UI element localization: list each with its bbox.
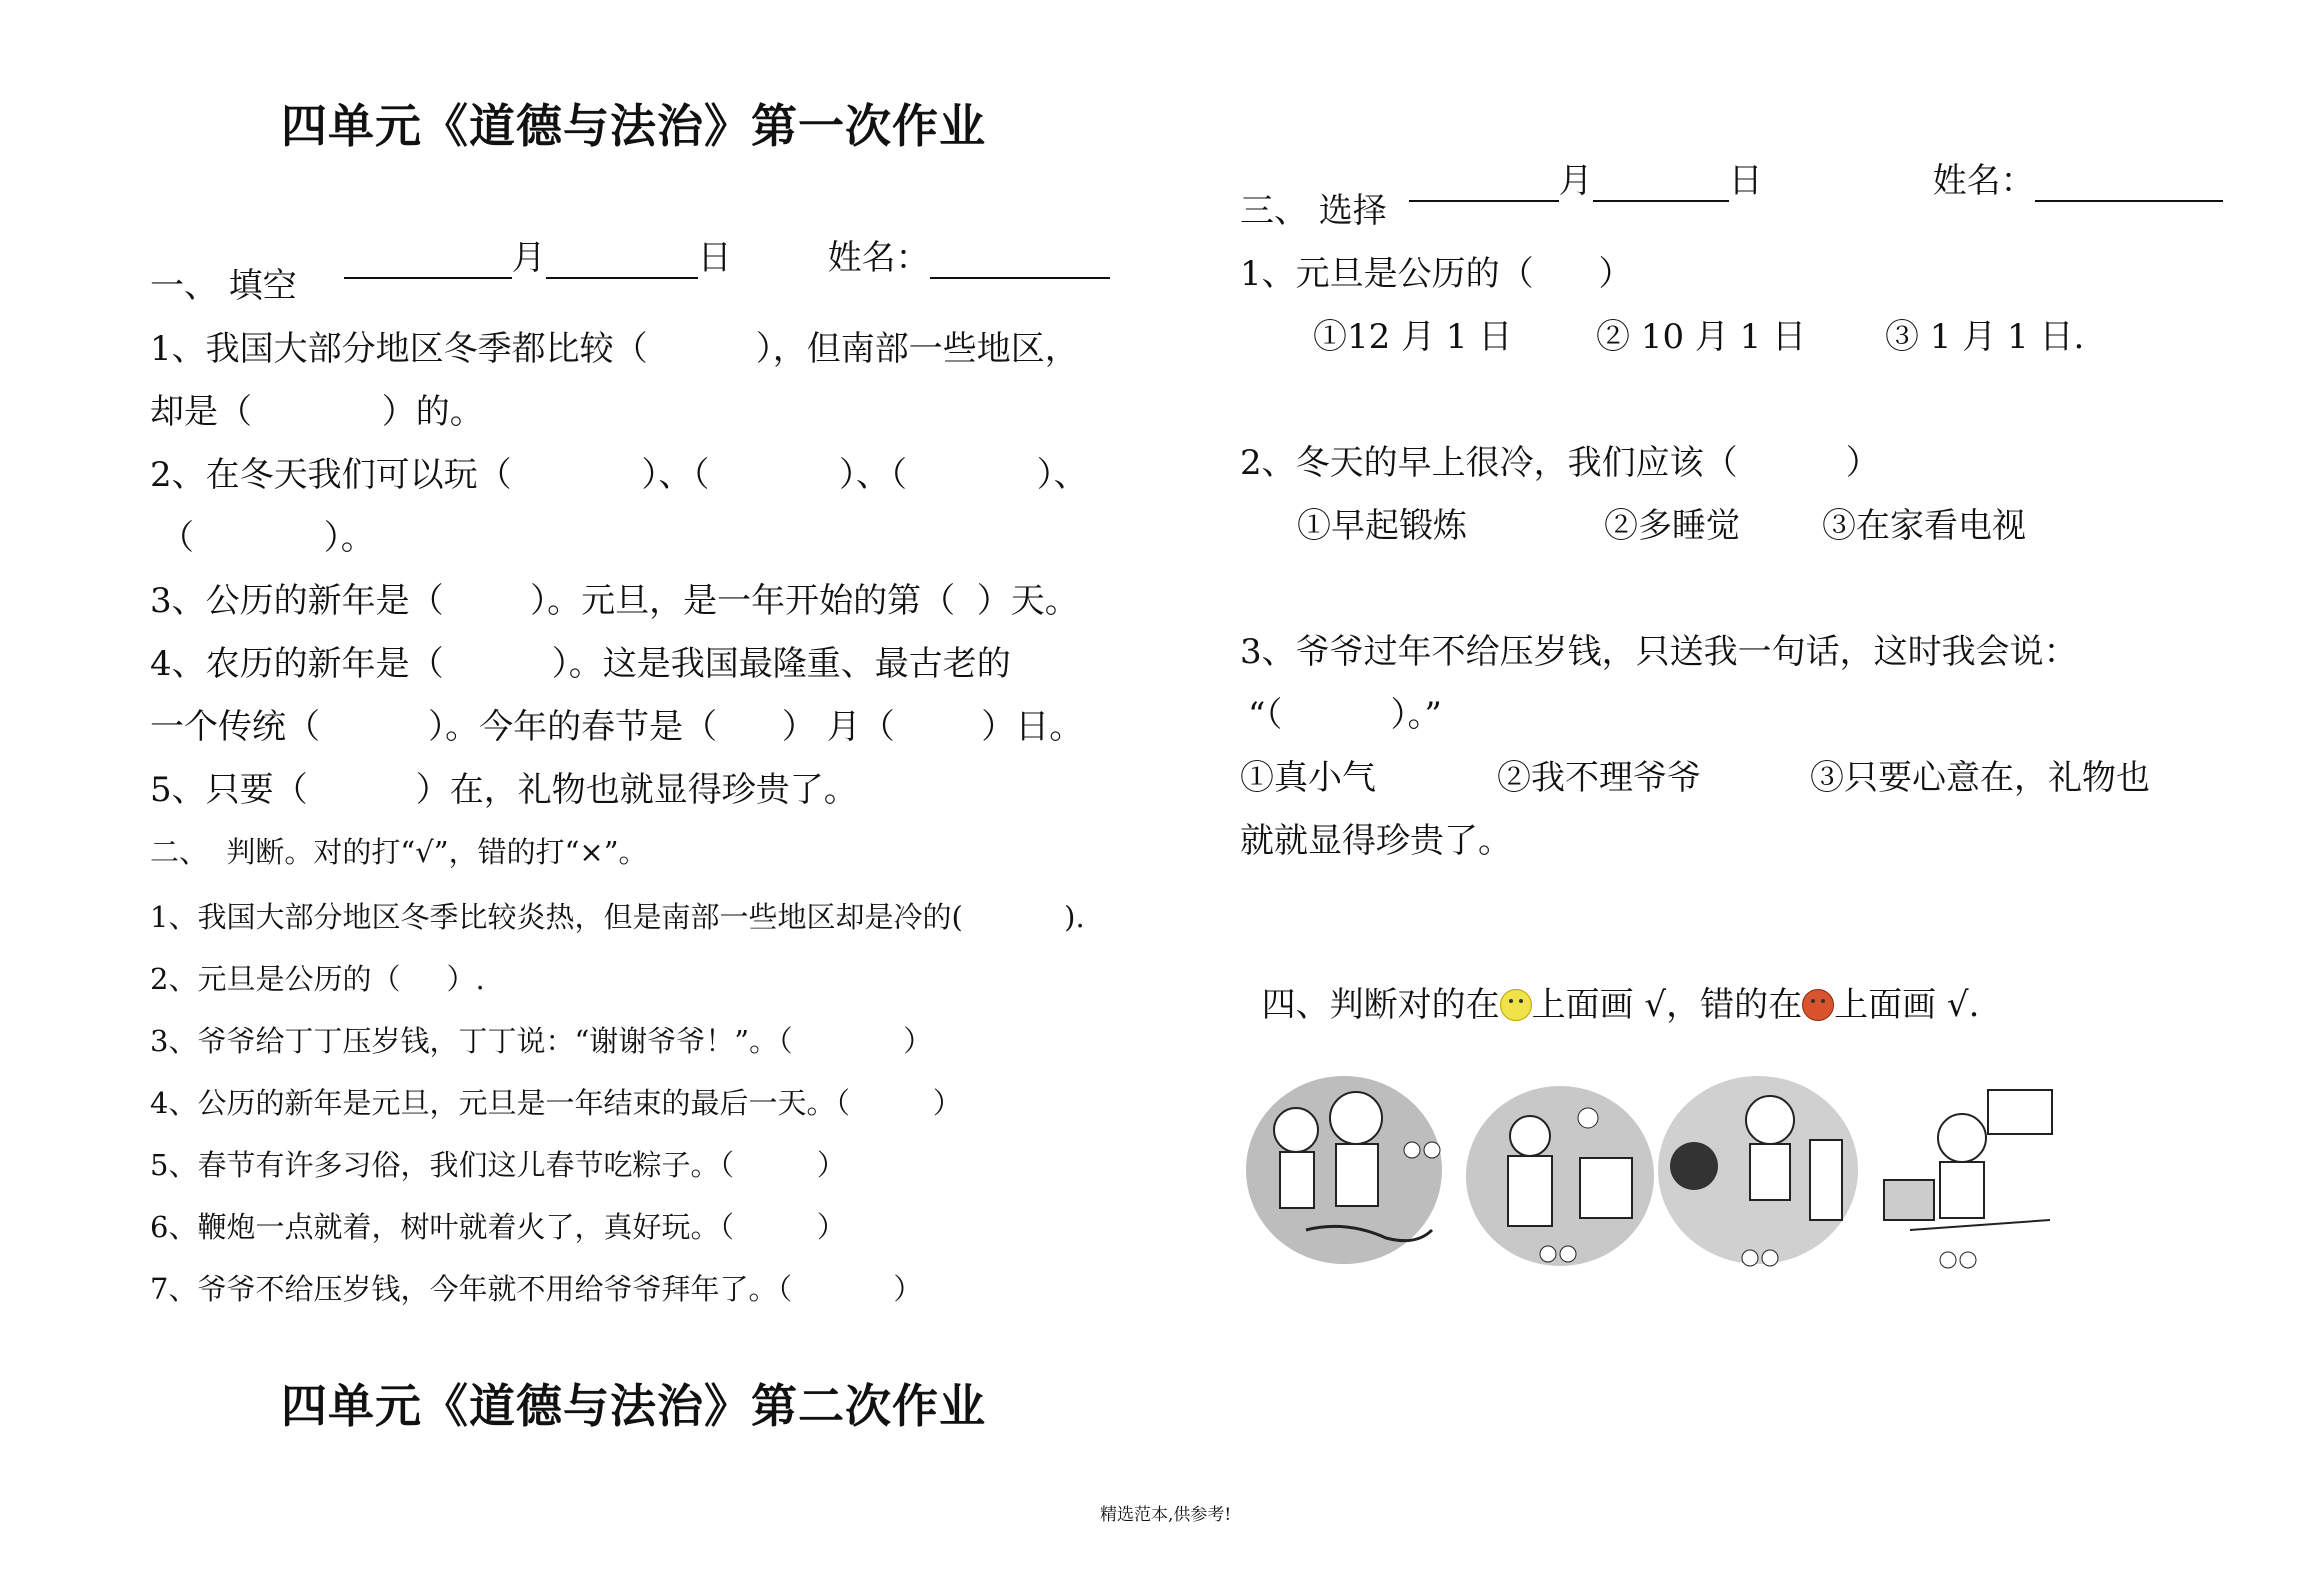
choice-option[interactable]: ①真小气 [1240, 758, 1376, 798]
month-label: 月 [511, 238, 546, 278]
fill-line: 3、公历的新年是（ ）。元旦，是一年开始的第（ ）天。 [150, 581, 1079, 621]
fill-line: 2、在冬天我们可以玩（ ）、（ ）、（ ）、 [150, 455, 1088, 495]
name-blank[interactable] [2035, 162, 2223, 202]
choice-option[interactable]: ②多睡觉 [1604, 506, 1740, 546]
left-date-name-row [322, 190, 1110, 279]
judge-line: 3、爷爷给丁丁压岁钱，丁丁说：“谢谢爷爷！”。（ ） [150, 1024, 933, 1058]
judge-line: 4、公历的新年是元旦，元旦是一年结束的最后一天。（ ） [150, 1086, 962, 1120]
choice-blank-3: “（ ）。” [1248, 695, 1442, 735]
section-heading-judge: 二、 判断。对的打“√”，错的打“×”。 [150, 835, 648, 869]
choice-option[interactable]: ①12 月 1 日 [1313, 317, 1513, 357]
judge-line: 5、春节有许多习俗，我们这儿春节吃粽子。（ ） [150, 1148, 846, 1182]
day-label: 日 [697, 238, 732, 278]
month-blank[interactable] [1409, 162, 1559, 202]
section-heading-fill: 一、 填空 [150, 266, 297, 306]
fill-line: 5、只要（ ）在，礼物也就显得珍贵了。 [150, 770, 858, 810]
smiley-face-icon [1500, 989, 1532, 1021]
name-label: 姓名： [1932, 161, 2035, 201]
homework-title-1: 四单元《道德与法治》第一次作业 [281, 99, 986, 153]
choice-option[interactable]: ③只要心意在，礼物也 [1810, 758, 2150, 798]
fill-line: 1、我国大部分地区冬季都比较（ ），但南部一些地区， [150, 329, 1079, 369]
choice-question-3: 3、爷爷过年不给压岁钱，只送我一句话，这时我会说： [1240, 632, 2078, 672]
section-heading-faces [1240, 937, 1979, 1026]
fill-line: 却是（ ）的。 [150, 392, 484, 432]
choice-option[interactable]: ② 10 月 1 日 [1596, 317, 1807, 357]
name-blank[interactable] [930, 239, 1110, 279]
section-heading-choice: 三、 选择 [1240, 191, 1387, 231]
choice-option[interactable]: ③ 1 月 1 日. [1885, 317, 2085, 357]
day-blank[interactable] [546, 239, 698, 279]
page-footer: 精选范本,供参考! [1100, 1505, 1232, 1525]
day-blank[interactable] [1593, 162, 1729, 202]
judge-line: 1、我国大部分地区冬季比较炎热，但是南部一些地区却是冷的( ). [150, 900, 1085, 934]
fill-line: （ ）。 [160, 518, 375, 558]
section4-text-1: 四、判断对的在 [1261, 985, 1500, 1025]
choice-option[interactable]: ①早起锻炼 [1297, 506, 1467, 546]
section4-text-3: 上面画 √. [1834, 985, 1980, 1025]
judge-line: 6、鞭炮一点就着，树叶就着火了，真好玩。（ ） [150, 1210, 846, 1244]
section4-text-2: 上面画 √，错的在 [1531, 985, 1803, 1025]
choice-option[interactable]: ②我不理爷爷 [1497, 758, 1701, 798]
choice-option-continued: 就就显得珍贵了。 [1240, 821, 1512, 861]
choice-option[interactable]: ③在家看电视 [1822, 506, 2026, 546]
fill-line: 4、农历的新年是（ ）。这是我国最隆重、最古老的 [150, 644, 1011, 684]
month-blank[interactable] [344, 239, 512, 279]
sad-face-icon [1802, 989, 1834, 1021]
homework-title-2: 四单元《道德与法治》第二次作业 [281, 1379, 986, 1433]
choice-question-2: 2、冬天的早上很冷，我们应该（ ） [1240, 443, 1880, 483]
illustration-boy-watching-tv [1460, 1078, 1660, 1278]
month-label: 月 [1558, 161, 1593, 201]
fill-line: 一个传统（ ）。今年的春节是（ ） 月（ ）日。 [150, 707, 1084, 747]
judge-line: 7、爷爷不给压岁钱，今年就不用给爷爷拜年了。（ ） [150, 1272, 923, 1306]
right-date-name-row [1387, 113, 2223, 202]
name-label: 姓名： [827, 238, 930, 278]
judge-line: 2、元旦是公历的（ ）. [150, 962, 485, 996]
illustration-boy-studying [1870, 1080, 2070, 1280]
illustration-children-pointing [1236, 1070, 1446, 1270]
day-label: 日 [1728, 161, 1763, 201]
choice-question-1: 1、元旦是公历的（ ） [1240, 254, 1633, 294]
illustration-boy-running [1650, 1070, 1870, 1275]
